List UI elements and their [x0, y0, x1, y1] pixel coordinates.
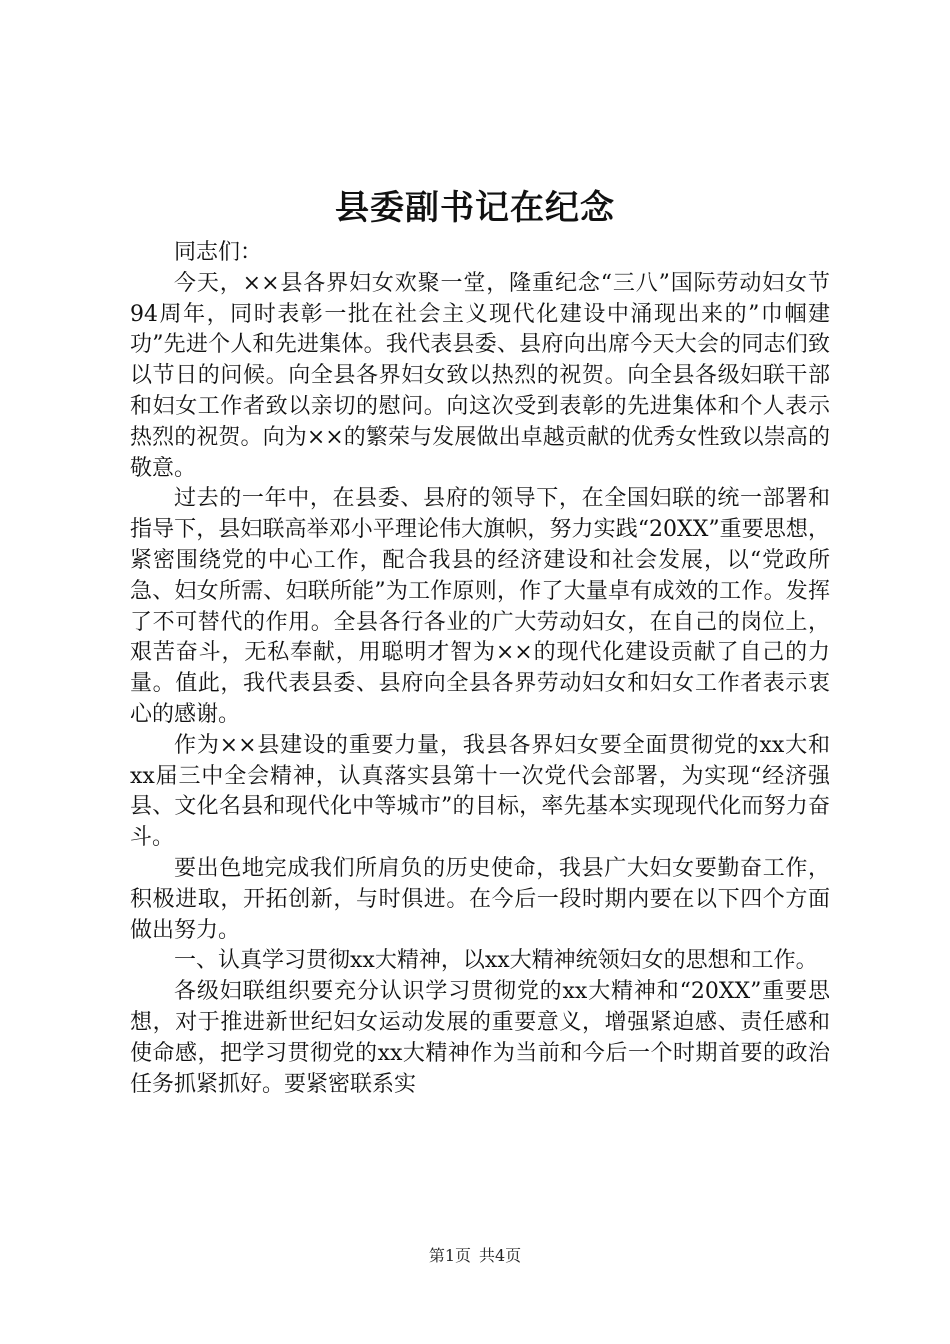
- paragraph-2: 过去的一年中，在县委、县府的领导下，在全国妇联的统一部署和指导下，县妇联高举邓小平理论伟大旗帜，努力实践“20XX”重要思想，紧密围绕党的中心工作，配合我县的经济建设和社会发展，以“党政所急、妇女所需、妇联所能”为工作原则，作了大量卓有成效的工作。发挥了不可替代的作用。全县各行各业的广大劳动妇女，在自己的岗位上，艰苦奋斗，无私奉献，用聪明才智为××的现代化建设贡献了自己的力量。值此，我代表县委、县府向全县各界劳动妇女和妇女工作者表示衷心的感谢。: [130, 486, 830, 727]
- page-footer: [0, 1246, 950, 1266]
- page-total: 共4页: [479, 1246, 522, 1265]
- paragraph-3: 作为××县建设的重要力量，我县各界妇女要全面贯彻党的xx大和xx届三中全会精神，认真落实县第十一次党代会部署，为实现“经济强县、文化名县和现代化中等城市”的目标，率先基本实现现代化而努力奋斗。: [130, 732, 830, 851]
- paragraph-6: 各级妇联组织要充分认识学习贯彻党的xx大精神和“20XX”重要思想，对于推进新世纪妇女运动发展的重要意义，增强紧迫感、责任感和使命感，把学习贯彻党的xx大精神作为当前和今后一个时期首要的政治任务抓紧抓好。要紧密联系实: [130, 979, 830, 1097]
- paragraph-4: 要出色地完成我们所肩负的历史使命，我县广大妇女要勤奋工作，积极进取，开拓创新，与时俱进。在今后一段时期内要在以下四个方面做出努力。: [130, 855, 830, 943]
- document-body: [130, 238, 830, 1100]
- page-number: 第1页: [428, 1246, 471, 1265]
- paragraph-1: 今天，××县各界妇女欢聚一堂，隆重纪念“三八”国际劳动妇女节94周年，同时表彰一批在社会主义现代化建设中涌现出来的”巾帼建功”先进个人和先进集体。我代表县委、县府向出席今天大会的同志们致以节日的问候。向全县各界妇女致以热烈的祝贺。向全县各级妇联干部和妇女工作者致以亲切的慰问。向这次受到表彰的先进集体和个人表示热烈的祝贺。向为××的繁荣与发展做出卓越贡献的优秀女性致以崇高的敬意。: [130, 270, 830, 481]
- paragraph-5: 一、认真学习贯彻xx大精神，以xx大精神统领妇女的思想和工作。: [174, 948, 818, 974]
- document-title: 县委副书记在纪念: [335, 188, 615, 228]
- salutation: 同志们：: [174, 240, 263, 265]
